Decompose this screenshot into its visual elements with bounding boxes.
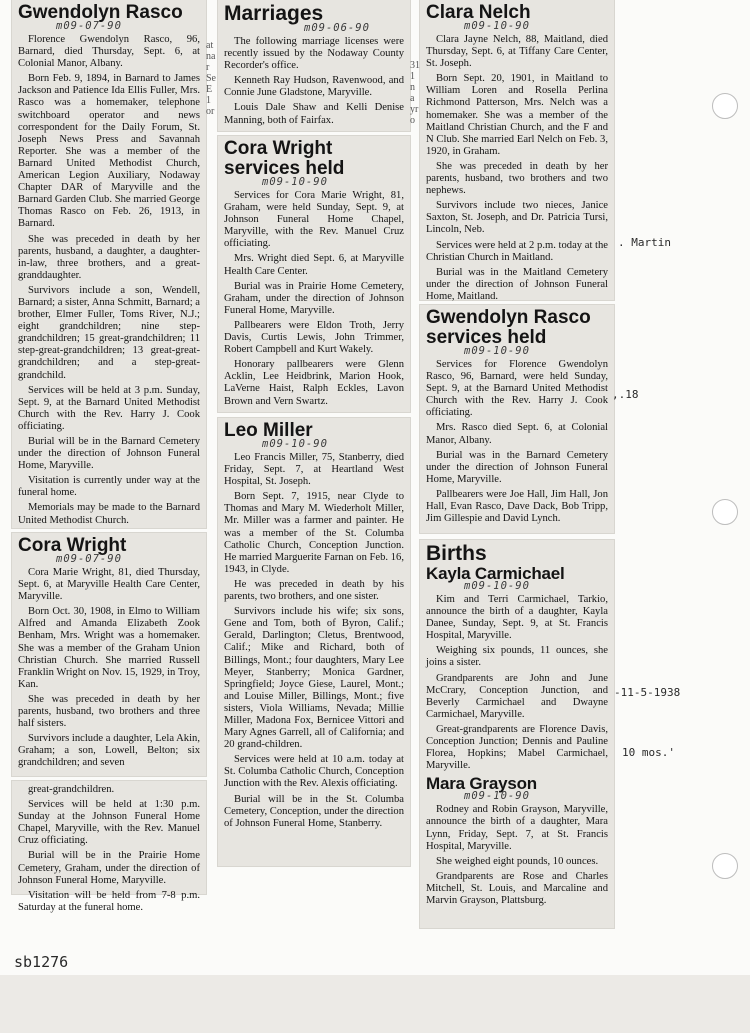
paragraph: Born Sept. 20, 1901, in Maitland to William Loren and Rosella Perlina Richmond Patterson, Mrs. Nelch was a homemaker. She was a member of the Maitland Christian Church, and the F and N Club. She married Earl Nelch on Feb. 3, 1920, in Graham. [426,73,608,157]
paragraph: Louis Dale Shaw and Kelli Denise Manning, both of Fairfax. [224,102,404,126]
page-bottom-edge [0,975,750,1033]
clipping-body [426,804,608,907]
handwritten-date: m09-07-90 [56,553,122,565]
clipping-title: Cora Wright [18,535,127,556]
paragraph: Burial will be in the Prairie Home Cemetery, Graham, under the direction of Johnson Funeral Home, Maryville. [18,850,200,886]
clipping-wright-continuation [12,781,206,913]
paragraph: Services will be held at 1:30 p.m. Sunday at the Johnson Funeral Home Chapel, Maryville, with the Rev. Manuel Cruz officiating. [18,799,200,847]
clipping-title: Leo Miller [224,420,313,441]
clipping-body [426,34,608,303]
paragraph: great-grandchildren. [28,784,115,795]
clipping-body [18,784,200,914]
paragraph: He was preceded in death by his parents, two brothers, and one sister. [224,578,404,603]
clipping-body [426,359,608,525]
paragraph: Kim and Terri Carmichael, Tarkio, announce the birth of a daughter, Kayla Danee, Sunday, Sept. 9, at St. Francis Hospital, Maryville. [426,594,608,642]
handwritten-date: m09-06-90 [304,22,370,34]
paragraph: Burial will be in the Barnard Cemetery under the direction of Johnson Funeral Home, Maryville. [18,436,200,472]
clipping-rasco-obituary [12,0,206,528]
margin-note: -11-5-1938 [614,686,681,699]
paragraph: Services were held at 2 p.m. today at the Christian Church in Maitland. [426,239,608,263]
paragraph: Weighing six pounds, 11 ounces, she joins a sister. [426,645,608,669]
paragraph: Leo Francis Miller, 75, Stanberry, died Friday, Sept. 7, at Heartland West Hospital, St. Joseph. [224,452,404,488]
paragraph: Born Oct. 30, 1908, in Elmo to William Alfred and Amanda Elizabeth Zook Benham, Mrs. Wright was a homemaker. She was a member of the Graham Union Christian Church. She married Russell Franklin Wright on Nov. 15, 1929, in Troy, Kan. [18,606,200,690]
clipping-nelch-obituary [420,0,614,300]
clipping-title: Gwendolyn Rasco [18,2,183,23]
clipping-title: Cora Wright services held [224,138,345,179]
clipping-title: Mara Grayson [426,774,537,794]
page-reference: sb1276 [14,953,69,971]
paragraph: Cora Marie Wright, 81, died Thursday, Sept. 6, at Maryville Health Care Center, Maryville. [18,567,200,603]
paragraph: Born Feb. 9, 1894, in Barnard to James Jackson and Patience Ida Ellis Fuller, Mrs. Rasco was a homemaker, telephone switchboard operator and news correspondent for the Daily Forum, St. Joseph News Press and Savannah Reporter. She was a member of the Barnard United Methodist Church, American Legion Auxiliary, Nodaway Chapter DAR of Maryville and the Barnard Garden Club. She married George Thomas Rasco on Feb. 26, 1913, in Barnard. [18,73,200,230]
paragraph: Burial will be in the St. Columba Cemetery, Conception, under the direction of Johnson Funeral Home, Stanberry. [224,793,404,829]
paragraph: Grandparents are John and June McCrary, Conception Junction, and Beverly Carmichael and Dwayne Carmichael, Maryville. [426,672,608,720]
handwritten-date: m09-10-90 [262,438,328,450]
paragraph: Survivors include a daughter, Lela Akin, Graham; a son, Lowell, Belton; six grandchildren; and seven [18,733,200,769]
clipping-title: Kayla Carmichael [426,564,565,583]
paragraph: Services for Cora Marie Wright, 81, Graham, were held Sunday, Sept. 9, at Johnson Funeral Home Chapel, Maryville, with the Rev. Manuel Cruz officiating. [224,190,404,250]
paragraph: Burial was in the Barnard Cemetery under the direction of Johnson Funeral Home, Maryville. [426,449,608,485]
paragraph: Burial was in Prairie Home Cemetery, Graham, under the direction of Johnson Funeral Home, Maryville. [224,280,404,316]
clipping-wright-obituary [12,533,206,776]
paragraph: Memorials may be made to the Barnard United Methodist Church. [18,502,200,526]
handwritten-date: m09-10-90 [464,580,530,592]
clipping-body [224,190,404,408]
paragraph: Survivors include two nieces, Janice Saxton, St. Joseph, and Dr. Patricia Tursi, Lincoln, Neb. [426,200,608,236]
paragraph: She was preceded in death by her parents, husband, two brothers and three half sisters. [18,693,200,730]
paragraph: Mrs. Wright died Sept. 6, at Maryville Health Care Center. [224,253,404,277]
handwritten-date: m09-10-90 [464,790,530,803]
paragraph: Visitation will be held from 7-8 p.m. Saturday at the funeral home. [18,889,200,913]
clipping-title: Gwendolyn Rasco services held [426,307,591,348]
clipping-title: Marriages [224,2,324,25]
paragraph: Survivors include his wife; six sons, Gene and Tom, both of Byron, Calif.; Gerald, Darlington; Cletus, Brentwood, Calif.; Mike and Richard, both of Billings, Mont.; four daughters, Mary Lee Meyer, Stanberry; Monica Gardner, Springfield; Joyce Giese, Laurel, Mont.; and Louise Miller, Billings, Mont.; five sisters, Viola Williams, Nevada; Millie Miller, Madona Fox, Bernicee Vittori and Mary Agnes Garrell, all of California; and 20 grand-children. [224,606,404,751]
clipping-body [426,594,608,772]
paragraph: She weighed eight pounds, 10 ounces. [436,855,599,867]
clipping-body [224,452,404,830]
clipping-wright-services [218,136,410,412]
clipping-marriages [218,0,410,131]
paragraph: Services for Florence Gwendolyn Rasco, 96, Barnard, were held Sunday, Sept. 9, at the Barnard United Methodist Church with the Rev. Harry J. Cook officiating. [426,359,608,419]
handwritten-date: m09-10-90 [464,345,530,357]
handwritten-date: m09-10-90 [262,176,328,188]
clipping-title: Clara Nelch [426,2,531,23]
paragraph: Rodney and Robin Grayson, Maryville, announce the birth of a daughter, Mara Lynn, Friday, Sept. 7, at St. Francis Hospital, Maryville. [426,804,608,852]
clipping-body [224,36,404,127]
clipping-body [18,34,200,527]
paragraph: Great-grandparents are Florence Davis, Conception Junction; Dennis and Pauline Florea, Hopkins; Mabel Carmichael, Maryville. [426,723,608,772]
paragraph: Pallbearers were Joe Hall, Jim Hall, Jon Hall, Evan Rasco, Dave Dack, Bob Tripp, Jim Gillespie and David Lynch. [426,488,608,525]
newsprint-fragment: at na r Se E 1 or [206,40,216,117]
clipping-births [420,540,614,928]
newsprint-fragment: 31 1 n a yr o [410,60,420,126]
paragraph: Grandparents are Rose and Charles Mitchell, St. Louis, and Marcaline and Marvin Grayson, Plattsburg. [426,870,608,906]
paragraph: She was preceded in death by her parents, husband, a daughter, a daughter-in-law, three brothers, and a great-granddaughter. [18,233,200,281]
clipping-rasco-services [420,305,614,533]
paragraph: Honorary pallbearers were Glenn Acklin, Lee Heidbrink, Marion Hook, LaVerne Haist, Ralph Eckles, Lavon Brown and Vern Swartz. [224,359,404,407]
paragraph: Burial was in the Maitland Cemetery under the direction of Johnson Funeral Home, Maitland. [426,266,608,302]
paragraph: The following marriage licenses were recently issued by the Nodaway County Recorder's office. [224,36,404,72]
paragraph: Visitation is currently under way at the funeral home. [18,475,200,499]
paragraph: Survivors include a son, Wendell, Barnard; a sister, Anna Schmitt, Barnard; a brother, Elmer Fuller, Toms River, N.J.; eight grandchildren; nine step-grandchildren; 15 great-grandchildren; 11 step-great-grandchildren; 13 great-great-grandchildren; and a step-great-grandchild. [18,284,200,381]
paragraph: Services will be held at 3 p.m. Sunday, Sept. 9, at the Barnard United Methodist Church with the Rev. Harry J. Cook officiating. [18,384,200,432]
paragraph: She was preceded in death by her parents, husband, two brothers and two nephews. [426,160,608,197]
binder-hole [712,499,738,525]
paragraph: Kenneth Ray Hudson, Ravenwood, and Connie June Gladstone, Maryville. [224,75,404,99]
margin-note: . Martin [618,236,671,249]
margin-note: ,.18 [612,388,639,401]
paragraph: Services were held at 10 a.m. today at St. Columba Catholic Church, Conception Junction with the Rev. Alexis officiating. [224,754,404,790]
paragraph: Mrs. Rasco died Sept. 6, at Colonial Manor, Albany. [426,422,608,446]
binder-hole [712,93,738,119]
binder-hole [712,853,738,879]
handwritten-date: m09-10-90 [464,20,530,32]
paragraph: Born Sept. 7, 1915, near Clyde to Thomas and Mary M. Wiederholt Miller, Mr. Miller was a farmer and painter. He was a member of the St. Columba Catholic Church, Conception Junction. He married Marguerite Farnan on Feb. 16, 1943, in Clyde. [224,491,404,575]
margin-note: 10 mos.' [622,746,675,759]
paragraph: Florence Gwendolyn Rasco, 96, Barnard, died Thursday, Sept. 6, at Colonial Manor, Albany. [18,34,200,70]
handwritten-date: m09-07-90 [56,20,122,32]
births-heading: Births [426,542,487,565]
clipping-body [18,567,200,770]
clipping-miller-obituary [218,418,410,866]
paragraph: Clara Jayne Nelch, 88, Maitland, died Thursday, Sept. 6, at Tiffany Care Center, St. Joseph. [426,34,608,70]
paragraph: Pallbearers were Eldon Troth, Jerry Davis, Curtis Lewis, John Trimmer, Robert Campbell and Kurt Wakely. [224,319,404,356]
